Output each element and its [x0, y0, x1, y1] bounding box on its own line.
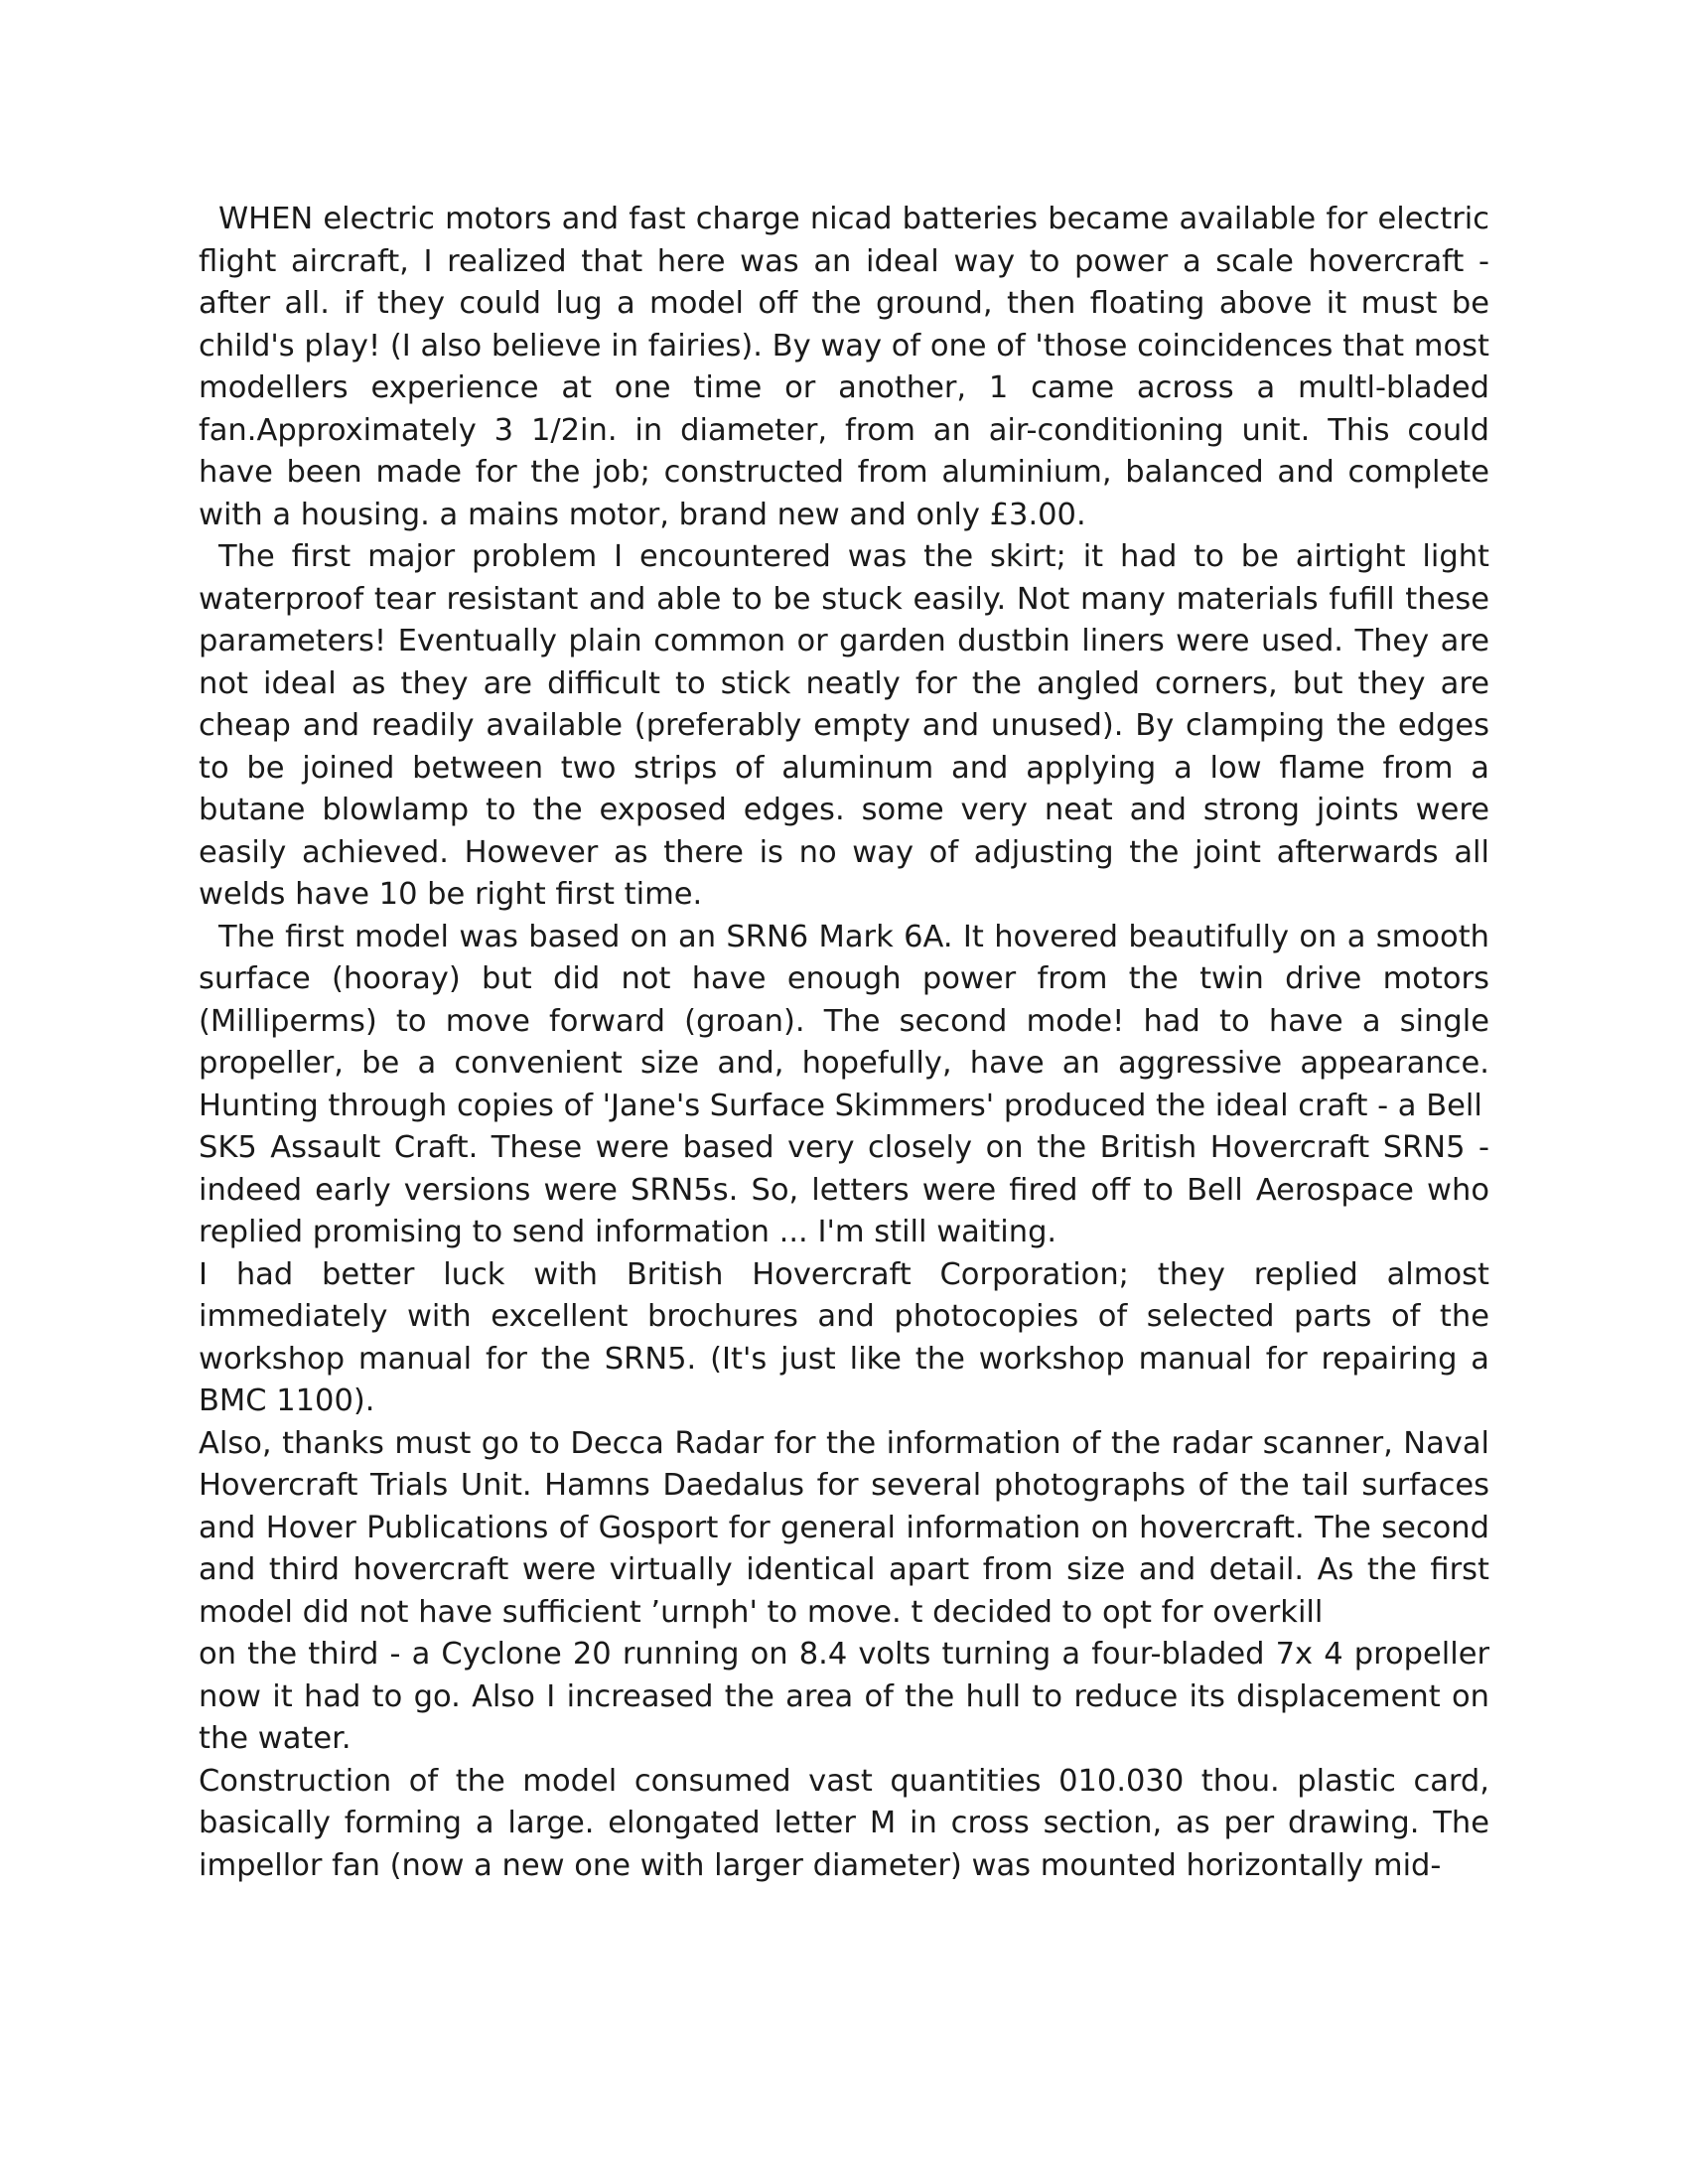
paragraph-4: SK5 Assault Craft. These were based very closely on the British Hovercraft SRN5 - indeed early versions were SRN5s. So, letters were fired off to Bell Aerospace who replied promising to send information ... I'm still waiting. — [199, 1130, 1489, 1249]
document-page — [199, 199, 1489, 1887]
paragraph-6: Also, thanks must go to Decca Radar for the information of the radar scanner, Naval Hovercraft Trials Unit. Hamns Daedalus for several photographs of the tail surfaces and Hover Publications of Gosport for general information on hovercraft. The second and third hovercraft were virtually identical apart from size and detail. As the first model did not have sufficient ’urnph' to move. t decided to opt for overkill — [199, 1425, 1489, 1630]
paragraph-7: on the third - a Cyclone 20 running on 8.4 volts turning a four-bladed 7x 4 propeller now it had to go. Also I increased the area of the hull to reduce its displacement on the water. — [199, 1637, 1489, 1756]
paragraph-1: WHEN electric motors and fast charge nicad batteries became available for electric flight aircraft, I realized that here was an ideal way to power a scale hovercraft - after all. if they could lug a model off the ground, then floating above it must be child's play! (I also believe in fairies). By way of one of 'those coincidences that most modellers experience at one time or another, 1 came across a multl-bladed fan.Approximately 3 1/2in. in diameter, from an air-conditioning unit. This could have been made for the job; constructed from aluminium, balanced and complete with a housing. a mains motor, brand new and only £3.00. — [199, 202, 1489, 532]
paragraph-8: Construction of the model consumed vast quantities 010.030 thou. plastic card, basically forming a large. elongated letter M in cross section, as per drawing. The impellor fan (now a new one with larger diameter) was mounted horizontally mid- — [199, 1763, 1489, 1883]
paragraph-2: The first major problem I encountered was the skirt; it had to be airtight light waterproof tear resistant and able to be stuck easily. Not many materials fufill these parameters! Eventually plain common or garden dustbin liners were used. They are not ideal as they are difficult to stick neatly for the angled corners, but they are cheap and readily available (preferably empty and unused). By clamping the edges to be joined between two strips of aluminum and applying a low flame from a butane blowlamp to the exposed edges. some very neat and strong joints were easily achieved. However as there is no way of adjusting the joint afterwards all welds have 10 be right first time. — [199, 539, 1489, 912]
paragraph-5: I had better luck with British Hovercraft Corporation; they replied almost immediately with excellent brochures and photocopies of selected parts of the workshop manual for the SRN5. (It's just like the workshop manual for repairing a BMC 1100). — [199, 1256, 1489, 1418]
paragraph-3: The first model was based on an SRN6 Mark 6A. It hovered beautifully on a smooth surface (hooray) but did not have enough power from the twin drive motors (Milliperms) to move forward (groan). The second mode! had to have a single propeller, be a convenient size and, hopefully, have an aggressive appearance. Hunting through copies of 'Jane's Surface Skimmers' produced the ideal craft - a Bell — [199, 919, 1489, 1123]
